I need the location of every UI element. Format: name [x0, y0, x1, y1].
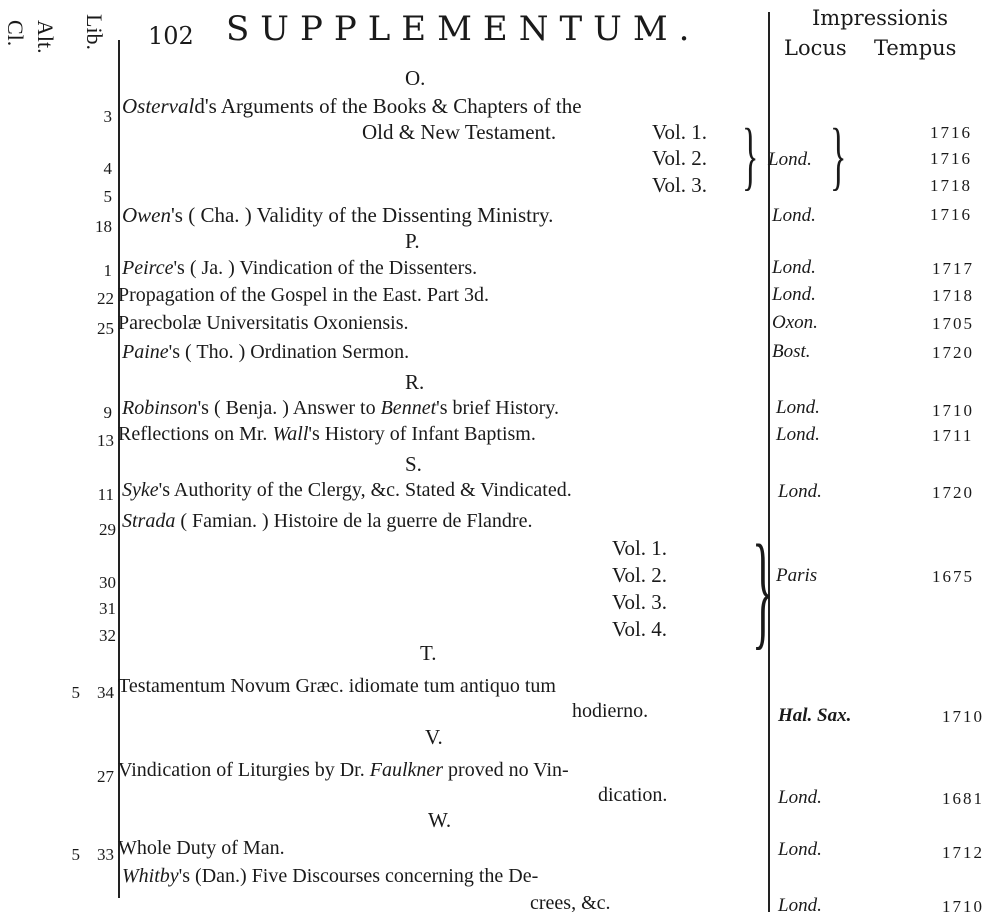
page-number: 102: [148, 22, 194, 50]
author-name: Osterval: [122, 94, 195, 118]
author-name: Paine: [122, 341, 169, 363]
entry-text: ( Ja. ) Vindication of the Dissenters.: [184, 257, 478, 279]
lib-number: 34: [97, 683, 114, 702]
author-name: Robinson: [122, 397, 198, 419]
lib-number: 27: [97, 767, 114, 786]
author-name: Strada: [122, 510, 176, 532]
year: 1681: [942, 789, 984, 808]
volume-label: Vol. 2.: [652, 146, 708, 170]
author-possessive: 's: [171, 203, 183, 227]
entry-title: [118, 313, 409, 333]
header-impressionis: Impressionis: [812, 6, 949, 30]
cited-author: Wall: [272, 423, 309, 445]
entry-text: ( Benja. ) Answer to: [208, 397, 381, 419]
section-letter-r: R.: [405, 370, 425, 394]
entry-text: Authority of the Clergy, &c. Stated & Vindicated.: [170, 479, 572, 501]
author-name: Peirce: [122, 257, 174, 279]
year: 1716: [930, 149, 972, 168]
year: 1712: [942, 843, 984, 862]
year: 1718: [930, 176, 972, 195]
entry-title: [122, 511, 532, 531]
locus: Lond.: [772, 284, 816, 305]
entry-title: [122, 866, 538, 886]
lib-number: 18: [95, 217, 112, 236]
year: 1720: [932, 343, 974, 362]
author-name: Whitby: [122, 865, 179, 887]
entry-title: [122, 342, 409, 362]
locus: Lond.: [776, 397, 820, 418]
section-letter-s: S.: [405, 452, 422, 476]
year: 1710: [942, 897, 984, 916]
margin-header-cl: Cl.: [3, 20, 28, 47]
locus: Hal. Sax.: [778, 705, 852, 726]
year: 1705: [932, 314, 974, 333]
year: 1716: [930, 205, 972, 224]
entry-text: ( Cha. ) Validity of the Dissenting Ministry.: [182, 203, 554, 227]
section-letter-w: W.: [428, 808, 452, 832]
cited-author: Bennet: [380, 397, 437, 419]
locus: Lond.: [778, 481, 822, 502]
volume-label: Vol. 4.: [612, 617, 668, 641]
section-letter-v: V.: [425, 725, 443, 749]
header-tempus: Tempus: [874, 36, 957, 60]
locus: Bost.: [772, 341, 811, 362]
lib-number: 3: [103, 107, 112, 126]
alt-number: 5: [71, 683, 80, 702]
header-locus: Locus: [784, 36, 847, 60]
entry-text: (Dan.) Five Discourses concerning the De-: [190, 865, 539, 887]
lib-number: 4: [103, 159, 112, 178]
cited-author: Faulkner: [369, 759, 444, 781]
locus: Lond.: [772, 205, 816, 226]
entry-continuation: crees, &c.: [530, 892, 611, 914]
locus: Lond.: [768, 149, 812, 170]
entry-title: [122, 205, 553, 226]
margin-header-lib: Lib.: [82, 14, 107, 51]
brace-right-volumes: }: [830, 114, 847, 198]
page-title: SUPPLEMENTUM.: [226, 9, 701, 49]
author-possessive: 's: [197, 397, 209, 419]
entry-title: [118, 676, 556, 696]
section-letter-o: O.: [405, 66, 426, 90]
volume-label: Vol. 1.: [652, 120, 708, 144]
author-name: Syke: [122, 479, 159, 501]
entry-continuation: dication.: [598, 784, 668, 806]
year: 1710: [942, 707, 984, 726]
author-possessive: 's: [158, 479, 171, 501]
lib-number: 5: [103, 187, 112, 206]
year: 1675: [932, 567, 974, 586]
entry-title: [122, 258, 477, 278]
entry-text-tail: 's brief History.: [436, 397, 559, 419]
lib-number: 29: [99, 520, 116, 539]
author-name: Owen: [122, 203, 171, 227]
entry-text: Arguments of the Books & Chapters of the: [216, 94, 582, 118]
year: 1718: [932, 286, 974, 305]
entry-title: [122, 398, 559, 418]
entry-title: [122, 96, 582, 117]
lib-number: 32: [99, 626, 116, 645]
section-letter-t: T.: [420, 641, 437, 665]
entry-title: [118, 285, 489, 305]
locus: Lond.: [778, 787, 822, 808]
entry-text: Parecbolæ Universitatis Oxoniensis.: [118, 312, 409, 334]
entry-title: [118, 760, 569, 780]
lib-number: 11: [97, 485, 114, 504]
entry-continuation: Old & New Testament.: [362, 120, 557, 144]
entry-title: [122, 480, 572, 500]
volume-label: Vol. 3.: [652, 173, 708, 197]
author-possessive: 's: [168, 341, 181, 363]
entry-title: [118, 424, 536, 444]
margin-header-alt: Alt.: [33, 20, 58, 54]
lib-number: 9: [103, 403, 112, 422]
entry-text: ( Famian. ) Histoire de la guerre de Flandre.: [175, 510, 533, 532]
volume-label: Vol. 1.: [612, 536, 668, 560]
year: 1710: [932, 401, 974, 420]
locus: Lond.: [776, 424, 820, 445]
entry-continuation: hodierno.: [572, 700, 649, 722]
locus: Lond.: [772, 257, 816, 278]
year: 1717: [932, 259, 974, 278]
title-column-rule: [768, 12, 770, 912]
author-possessive: 's: [173, 257, 185, 279]
lib-number: 13: [97, 431, 114, 450]
entry-text: Whole Duty of Man.: [118, 837, 285, 859]
author-possessive: d's: [194, 94, 217, 118]
entry-text: ( Tho. ) Ordination Sermon.: [180, 341, 410, 363]
locus: Lond.: [778, 895, 822, 916]
lib-number: 25: [97, 319, 114, 338]
locus: Paris: [776, 565, 818, 586]
lib-number: 1: [103, 261, 112, 280]
year: 1716: [930, 123, 972, 142]
volume-label: Vol. 2.: [612, 563, 668, 587]
entry-text: Propagation of the Gospel in the East. Part 3d.: [118, 284, 490, 306]
lib-number: 31: [99, 599, 116, 618]
lib-number: 22: [97, 289, 114, 308]
entry-text: Reflections on Mr.: [118, 423, 273, 445]
entry-text-tail: proved no Vin-: [443, 759, 569, 781]
locus: Oxon.: [772, 312, 818, 333]
entry-text: Testamentum Novum Græc. idiomate tum antiquo tum: [118, 675, 556, 697]
lib-number: 30: [99, 573, 116, 592]
entry-text-tail: 's History of Infant Baptism.: [308, 423, 536, 445]
locus: Lond.: [778, 839, 822, 860]
section-letter-p: P.: [405, 229, 420, 253]
alt-number: 5: [71, 845, 80, 864]
author-possessive: 's: [178, 865, 191, 887]
volume-label: Vol. 3.: [612, 590, 668, 614]
lib-number: 33: [97, 845, 114, 864]
entry-text: Vindication of Liturgies by Dr.: [118, 759, 370, 781]
brace-strada-volumes: }: [752, 519, 774, 661]
year: 1711: [932, 426, 974, 445]
year: 1720: [932, 483, 974, 502]
entry-title: [118, 838, 285, 858]
brace-left-volumes: }: [742, 114, 759, 198]
